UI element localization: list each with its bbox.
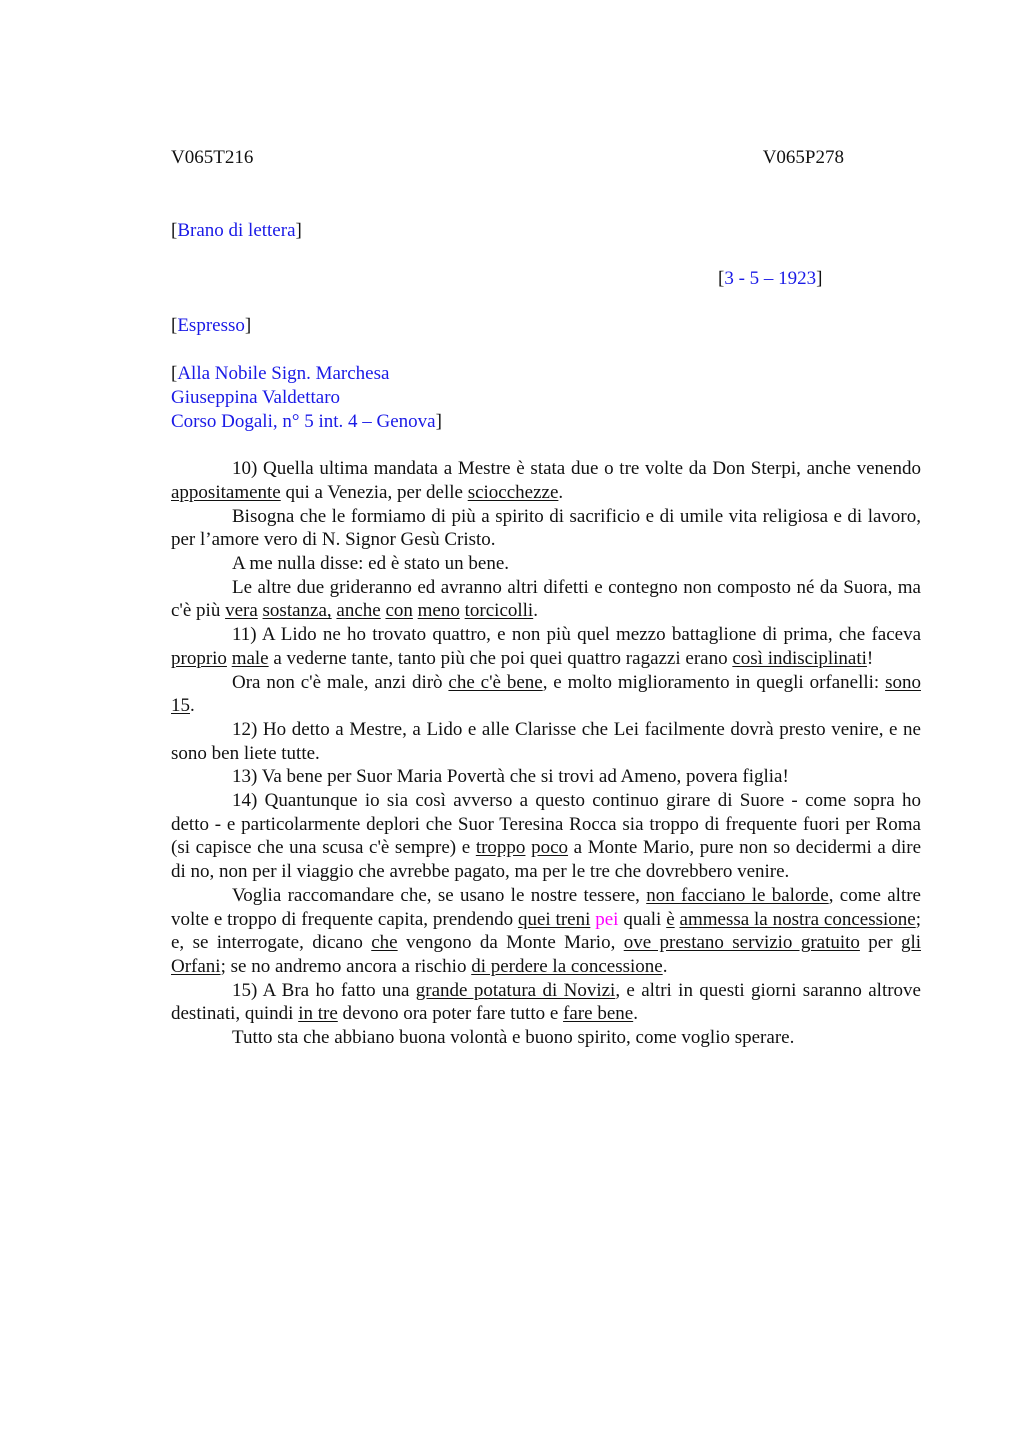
paragraph-15: 15) A Bra ho fatto una grande potatura di Novizi, e altri in questi giorni saranno altrove destinati, quindi in tre devono ora poter fare tutto e fare bene.: [171, 979, 921, 1025]
highlighted-word: pei: [595, 908, 619, 930]
document-page: [171, 146, 921, 1050]
letter-body: [171, 457, 921, 1050]
paragraph-voglia: Voglia raccomandare che, se usano le nostre tessere, non facciano le balorde, come altre volte e troppo di frequente capita, prendendo quei treni pei quali è ammessa la nostra concessione; e, se interrogate, dicano che vengono da Monte Mario, ove prestano servizio gratuito per gli Orfani; se no andremo ancora a rischio di perdere la concessione.: [171, 884, 922, 977]
paragraph-ame: A me nulla disse: ed è stato un bene.: [232, 553, 510, 575]
paragraph-ora: Ora non c'è male, anzi dirò che c'è bene, e molto miglioramento in quegli orfanelli: sono 15.: [171, 671, 921, 717]
delivery-note: [Espresso]: [171, 315, 252, 337]
paragraph-13: 13) Va bene per Suor Maria Povertà che si trovi ad Ameno, povera figlia!: [232, 766, 789, 788]
left-code: V065T216: [171, 147, 254, 168]
address-line: Giuseppina Valdettaro: [171, 386, 341, 408]
paragraph-altre: Le altre due grideranno ed avranno altri difetti e contegno non composto né da Suora, ma c'è più vera sostanza, anche con meno torcicolli.: [171, 576, 921, 622]
address-line: [Alla Nobile Sign. Marchesa: [171, 363, 390, 385]
date-text: 3 - 5 – 1923: [724, 267, 817, 289]
header-codes: [171, 146, 844, 170]
document-title: [Brano di lettera]: [171, 220, 302, 241]
right-code: V065P278: [762, 147, 844, 168]
title-text: Brano di lettera: [177, 220, 296, 241]
address-block: [171, 362, 921, 433]
paragraph-12: 12) Ho detto a Mestre, a Lido e alle Clarisse che Lei facilmente dovrà presto venire, e ne sono ben liete tutte.: [171, 718, 921, 764]
address-line: Corso Dogali, n° 5 int. 4 – Genova]: [171, 410, 442, 432]
paragraph-tutto: Tutto sta che abbiano buona volontà e buono spirito, come voglio sperare.: [232, 1027, 795, 1049]
paragraph-bisogna: Bisogna che le formiamo di più a spirito di sacrificio e di umile vita religiosa e di lavoro, per l’amore vero di N. Signor Gesù Cristo.: [171, 505, 921, 551]
paragraph-14: 14) Quantunque io sia così avverso a questo continuo girare di Suore - come sopra ho detto - e particolarmente deplori che Suor Teresina Rocca sia troppo di frequente fuori per Roma (si capisce che una scusa c'è sempre) e troppo poco a Monte Mario, pure non so decidermi a dire di no, non per il viaggio che avrebbe pagato, ma per le tre che dovrebbero venire.: [171, 790, 922, 883]
document-date: [3 - 5 – 1923]: [718, 267, 823, 289]
delivery-text: Espresso: [177, 315, 245, 337]
paragraph-10: 10) Quella ultima mandata a Mestre è stata due o tre volte da Don Sterpi, anche venendo appositamente qui a Venezia, per delle sciocchezze.: [171, 458, 921, 503]
paragraph-11: 11) A Lido ne ho trovato quattro, e non più quel mezzo battaglione di prima, che faceva proprio male a vederne tante, tanto più che poi quei quattro ragazzi erano così indisciplinati!: [171, 624, 921, 669]
